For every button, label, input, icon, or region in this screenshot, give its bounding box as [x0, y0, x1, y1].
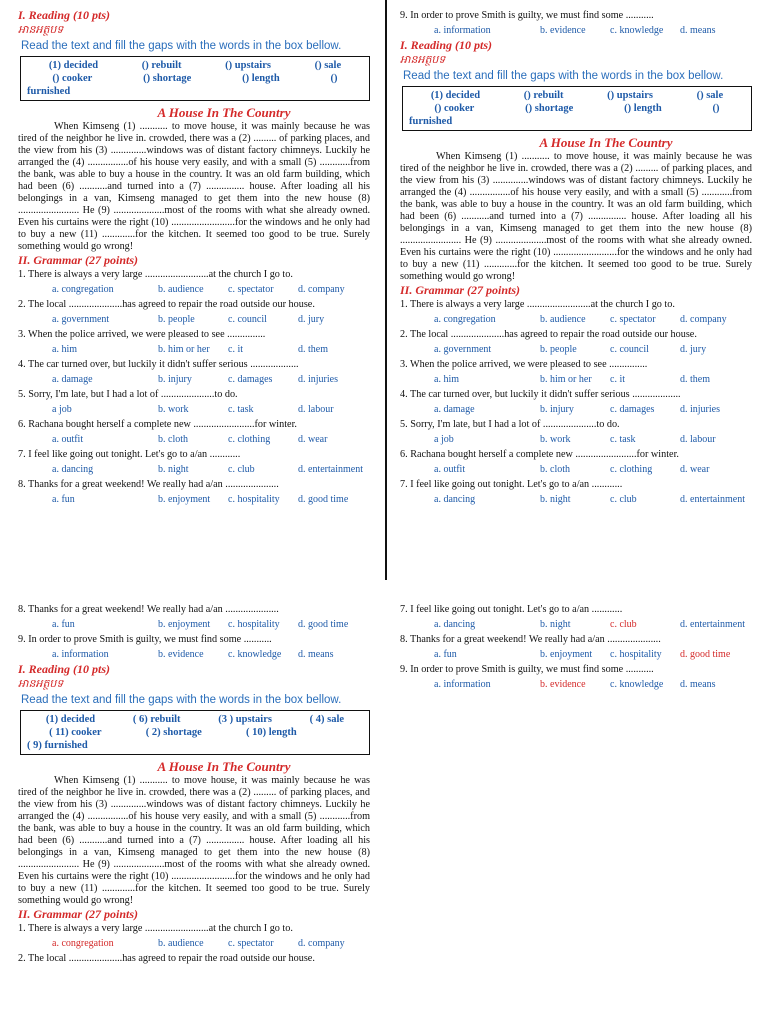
options — [400, 462, 752, 477]
page-bottom-left — [18, 602, 370, 1024]
question: 2. The local .....................has agreed to repair the road outside our house. — [400, 329, 697, 340]
options — [18, 492, 370, 507]
grammar-heading: II. Grammar (27 points) — [18, 907, 139, 921]
option: d. means — [298, 649, 334, 660]
options — [400, 402, 752, 417]
question: 9. In order to prove Smith is guilty, we must find some ........... — [400, 664, 654, 675]
options — [400, 492, 752, 507]
page-bottom-right — [400, 602, 752, 702]
option: c. clothing — [228, 434, 271, 445]
question: 6. Rachana bought herself a complete new ........................for winter. — [400, 449, 679, 460]
reading-instruction: Read the text and fill the gaps with the words in the box bellow. — [403, 70, 724, 82]
options — [18, 402, 370, 417]
option: c. hospitality — [228, 494, 280, 505]
question: 6. Rachana bought herself a complete new ........................for winter. — [18, 419, 297, 430]
box-word: ( 4) sale — [309, 714, 345, 725]
option: a job — [434, 434, 454, 445]
option: b. people — [540, 344, 577, 355]
option: d. wear — [680, 464, 710, 475]
question: 1. There is always a very large .........................at the church I go to. — [18, 923, 293, 934]
question: 8. Thanks for a great weekend! We really had a/an ..................... — [18, 479, 279, 490]
box-word: () cooker — [434, 103, 475, 114]
option: b. night — [158, 464, 189, 475]
option: d. good time — [298, 494, 349, 505]
question: 3. When the police arrived, we were pleased to see ............... — [18, 329, 266, 340]
option: a. dancing — [52, 464, 94, 475]
word-box — [20, 56, 370, 101]
option: c. knowledge — [610, 679, 664, 690]
option: a. government — [434, 344, 492, 355]
question: 9. In order to prove Smith is guilty, we must find some ........... — [400, 10, 654, 21]
options — [18, 312, 370, 327]
reading-heading: I. Reading (10 pts) — [18, 8, 111, 22]
option: d. wear — [298, 434, 328, 445]
question: 5. Sorry, I'm late, but I had a lot of .....................to do. — [18, 389, 238, 400]
option: d. means — [680, 679, 716, 690]
question: 7. I feel like going out tonight. Let's go to a/an ............ — [400, 479, 623, 490]
options — [400, 372, 752, 387]
option: b. work — [540, 434, 571, 445]
box-word: () cooker — [52, 73, 93, 84]
option: c. damages — [228, 374, 273, 385]
options — [18, 617, 370, 632]
grammar-heading: II. Grammar (27 points) — [400, 283, 521, 297]
options — [18, 647, 370, 662]
option: c. spectator — [610, 314, 656, 325]
box-word: () — [330, 73, 338, 84]
option: d. means — [680, 25, 716, 36]
box-word: () rebuilt — [141, 60, 182, 71]
question: 4. The car turned over, but luckily it didn't suffer serious ................... — [400, 389, 681, 400]
question: 3. When the police arrived, we were pleased to see ............... — [400, 359, 648, 370]
box-word: () rebuilt — [523, 90, 564, 101]
passage-title: A House In The Country — [539, 135, 673, 150]
option: c. task — [610, 434, 636, 445]
option: b. injury — [158, 374, 192, 385]
box-word: () upstairs — [225, 60, 271, 71]
option: a. outfit — [434, 464, 466, 475]
option: b. audience — [158, 938, 204, 949]
option: a. information — [52, 649, 109, 660]
option: a. information — [434, 679, 491, 690]
passage-text: When Kimseng (1) ........... to move house, it was mainly because he was tired of the neighbor he live in. crowded, there was a (2) ......... of parking places, and the view from his (3) ..............windows was of distant factory chimneys. Luckily he arranged the (4) ................of his house very easily, and with a small (5) ............from the bank, was able to buy a house in the country. It was an old farm building, which had been (6) ...........and turned into a (7) ............... house. After loading all his belongings in a van, Kimseng managed to get them into the new house (8) ........................ He (9) ....................most of the rooms with what she already owned. Even his curtains were the right (10) .........................for the windows and he only had to buy a new (11) .............for the kitchen. It seemed too good to be true. Surely something would go wrong! — [400, 151, 752, 282]
option: b. evidence — [158, 649, 204, 660]
option: b. night — [540, 494, 571, 505]
word-box-answered — [20, 710, 370, 755]
option: a. fun — [52, 619, 75, 630]
grammar-questions — [18, 267, 370, 507]
option: b. audience — [540, 314, 586, 325]
options — [18, 282, 370, 297]
option: b. him or her — [158, 344, 210, 355]
option: a job — [52, 404, 72, 415]
option: a. congregation — [434, 314, 496, 325]
khmer-subheading: អានអត្ថបទ — [18, 678, 64, 690]
option: a. dancing — [434, 494, 476, 505]
options — [18, 936, 370, 951]
options — [400, 23, 752, 38]
option: b. cloth — [540, 464, 570, 475]
option: d. labour — [298, 404, 334, 415]
question: 7. I feel like going out tonight. Let's go to a/an ............ — [400, 604, 623, 615]
options — [18, 372, 370, 387]
question: 4. The car turned over, but luckily it didn't suffer serious ................... — [18, 359, 299, 370]
passage-title: A House In The Country — [157, 759, 291, 774]
option: c. hospitality — [610, 649, 662, 660]
option: b. people — [158, 314, 195, 325]
option: d. good time — [298, 619, 349, 630]
box-word: () sale — [696, 90, 724, 101]
box-word: furnished — [27, 86, 71, 97]
option: a. government — [52, 314, 110, 325]
box-word: () length — [242, 73, 280, 84]
page-top-right — [400, 8, 752, 586]
option: a. damage — [52, 374, 93, 385]
option: b. him or her — [540, 374, 592, 385]
option: a. fun — [52, 494, 75, 505]
option: b. enjoyment — [540, 649, 593, 660]
box-word: (3 ) upstairs — [218, 714, 272, 725]
option: a. him — [434, 374, 459, 385]
options — [18, 432, 370, 447]
reading-instruction: Read the text and fill the gaps with the words in the box bellow. — [21, 694, 342, 706]
option: d. company — [298, 284, 345, 295]
options — [400, 617, 752, 632]
options — [400, 312, 752, 327]
options — [400, 342, 752, 357]
box-word: ( 9) furnished — [27, 740, 88, 751]
option: c. it — [610, 374, 625, 385]
options — [400, 647, 752, 662]
column-divider — [385, 0, 387, 580]
option: a. outfit — [52, 434, 84, 445]
question: 5. Sorry, I'm late, but I had a lot of .....................to do. — [400, 419, 620, 430]
options — [18, 462, 370, 477]
option: b. enjoyment — [158, 494, 211, 505]
option: d. jury — [680, 344, 707, 355]
option: c. task — [228, 404, 254, 415]
option: d. entertainment — [298, 464, 363, 475]
option: c. hospitality — [228, 619, 280, 630]
option: c. spectator — [228, 284, 274, 295]
page-top-left — [18, 8, 370, 586]
option: d. them — [680, 374, 710, 385]
option: d. them — [298, 344, 328, 355]
question: 2. The local .....................has agreed to repair the road outside our house. — [18, 953, 315, 964]
option-marked: c. club — [610, 619, 637, 630]
box-word: (1) decided — [45, 714, 96, 725]
question: 8. Thanks for a great weekend! We really had a/an ..................... — [18, 604, 279, 615]
option: b. evidence — [540, 25, 586, 36]
option: b. cloth — [158, 434, 188, 445]
box-word: ( 10) length — [245, 727, 297, 738]
reading-heading: I. Reading (10 pts) — [400, 38, 493, 52]
option: a. information — [434, 25, 491, 36]
option: c. spectator — [228, 938, 274, 949]
option: a. damage — [434, 404, 475, 415]
box-word: (1) decided — [48, 60, 99, 71]
option: a. fun — [434, 649, 457, 660]
passage-text: When Kimseng (1) ........... to move house, it was mainly because he was tired of the neighbor he live in. crowded, there was a (2) ......... of parking places, and the view from his (3) ..............windows was of distant factory chimneys. Luckily he arranged the (4) ................of his house very easily, and with a small (5) ............from the bank, was able to buy a house in the country. It was an old farm building, which had been (6) ...........and turned into a (7) ............... house. After loading all his belongings in a van, Kimseng managed to get them into the new house (8) ........................ He (9) ....................most of the rooms with what she already owned. Even his curtains were the right (10) .........................for the windows and he only had to buy a new (11) .............for the kitchen. It seemed too good to be true. Surely something would go wrong! — [18, 121, 370, 252]
box-word: ( 6) rebuilt — [132, 714, 181, 725]
option: b. audience — [158, 284, 204, 295]
passage-text: When Kimseng (1) ........... to move house, it was mainly because he was tired of the neighbor he live in. crowded, there was a (2) ......... of parking places, and the view from his (3) ..............windows was of distant factory chimneys. Luckily he arranged the (4) ................of his house very easily, and with a small (5) ............from the bank, was able to buy a house in the country. It was an old farm building, which had been (6) ...........and turned into a (7) ............... house. After loading all his belongings in a van, Kimseng managed to get them into the new house (8) ........................ He (9) ....................most of the rooms with what she already owned. Even his curtains were the right (10) .........................for the windows and he only had to buy a new (11) .............for the kitchen. It seemed too good to be true. Surely something would go wrong! — [18, 775, 370, 906]
box-word: () sale — [314, 60, 342, 71]
khmer-subheading: អានអត្ថបទ — [400, 54, 446, 66]
option: d. labour — [680, 434, 716, 445]
option: a. congregation — [52, 284, 114, 295]
question: 2. The local .....................has agreed to repair the road outside our house. — [18, 299, 315, 310]
khmer-subheading: អានអត្ថបទ — [18, 24, 64, 36]
option: d. company — [680, 314, 727, 325]
question: 8. Thanks for a great weekend! We really had a/an ..................... — [400, 634, 661, 645]
option: d. injuries — [680, 404, 720, 415]
option: b. night — [540, 619, 571, 630]
reading-heading: I. Reading (10 pts) — [18, 662, 111, 676]
option: a. dancing — [434, 619, 476, 630]
option: c. it — [228, 344, 243, 355]
option: c. damages — [610, 404, 655, 415]
box-word: () shortage — [525, 103, 574, 114]
reading-instruction: Read the text and fill the gaps with the words in the box bellow. — [21, 40, 342, 52]
option: c. council — [610, 344, 649, 355]
option: c. council — [228, 314, 267, 325]
box-word: () length — [624, 103, 662, 114]
question: 7. I feel like going out tonight. Let's go to a/an ............ — [18, 449, 241, 460]
option: d. injuries — [298, 374, 338, 385]
option: c. knowledge — [228, 649, 282, 660]
option: d. jury — [298, 314, 325, 325]
box-word: () upstairs — [607, 90, 653, 101]
options — [400, 677, 752, 692]
option-marked: d. good time — [680, 649, 731, 660]
box-word: (1) decided — [430, 90, 481, 101]
box-word: () — [712, 103, 720, 114]
question: 1. There is always a very large .........................at the church I go to. — [18, 269, 293, 280]
option: c. knowledge — [610, 25, 664, 36]
box-word: furnished — [409, 116, 453, 127]
word-box — [402, 86, 752, 131]
option: c. club — [228, 464, 255, 475]
box-word: () shortage — [143, 73, 192, 84]
option: b. work — [158, 404, 189, 415]
option: d. entertainment — [680, 619, 745, 630]
option: c. club — [610, 494, 637, 505]
question: 9. In order to prove Smith is guilty, we must find some ........... — [18, 634, 272, 645]
option: b. enjoyment — [158, 619, 211, 630]
option-marked: b. evidence — [540, 679, 586, 690]
option: d. company — [298, 938, 345, 949]
option: d. entertainment — [680, 494, 745, 505]
question: 1. There is always a very large .........................at the church I go to. — [400, 299, 675, 310]
option: b. injury — [540, 404, 574, 415]
options — [18, 342, 370, 357]
options — [400, 432, 752, 447]
box-word: ( 2) shortage — [145, 727, 202, 738]
option-marked: a. congregation — [52, 938, 114, 949]
option: a. him — [52, 344, 77, 355]
box-word: ( 11) cooker — [49, 727, 102, 738]
grammar-heading: II. Grammar (27 points) — [18, 253, 139, 267]
passage-title: A House In The Country — [157, 105, 291, 120]
option: c. clothing — [610, 464, 653, 475]
